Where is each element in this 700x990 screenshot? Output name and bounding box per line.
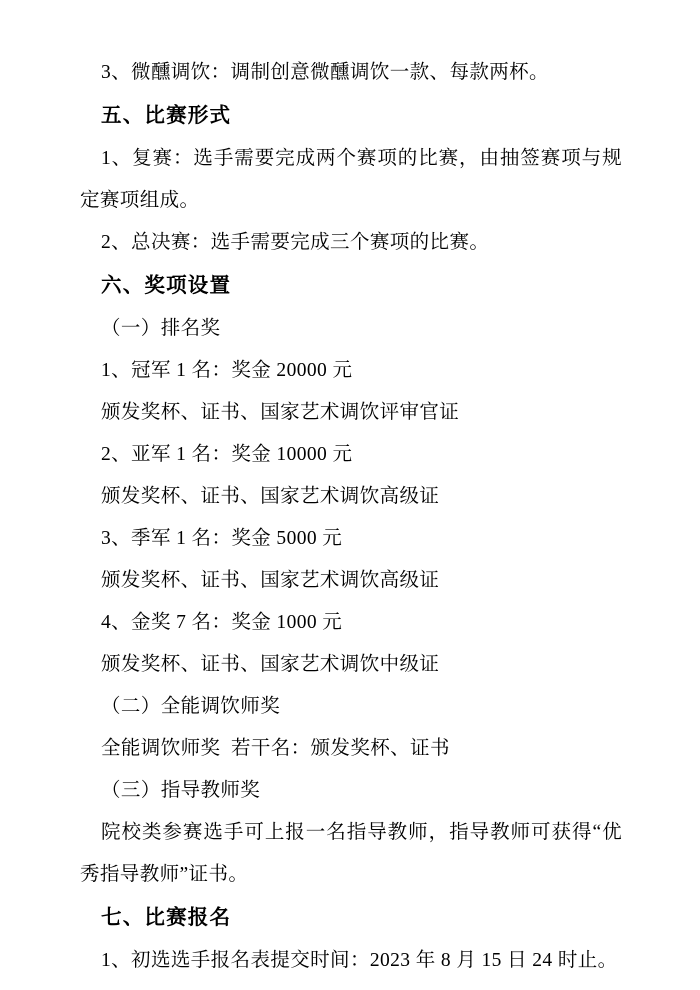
paragraph: 全能调饮师奖 若干名：颁发奖杯、证书	[101, 738, 450, 759]
paragraph: 2、亚军 1 名：奖金 10000 元	[101, 444, 353, 465]
paragraph: 2、总决赛：选手需要完成三个赛项的比赛。	[101, 232, 490, 253]
document-body	[80, 52, 622, 982]
paragraph: 3、微醺调饮：调制创意微醺调饮一款、每款两杯。	[101, 62, 549, 83]
paragraph: 院校类参赛选手可上报一名指导教师，指导教师可获得“优秀指导教师”证书。	[80, 822, 622, 885]
paragraph: 1、复赛：选手需要完成两个赛项的比赛，由抽签赛项与规定赛项组成。	[80, 148, 622, 211]
sub-heading: （一）排名奖	[101, 318, 221, 339]
paragraph: 颁发奖杯、证书、国家艺术调饮中级证	[101, 654, 440, 675]
paragraph: 颁发奖杯、证书、国家艺术调饮高级证	[101, 486, 440, 507]
section-heading: 七、比赛报名	[101, 907, 232, 929]
paragraph: 1、冠军 1 名：奖金 20000 元	[101, 360, 353, 381]
paragraph: 4、金奖 7 名：奖金 1000 元	[101, 612, 343, 633]
sub-heading: （二）全能调饮师奖	[101, 696, 281, 717]
paragraph: 3、季军 1 名：奖金 5000 元	[101, 528, 343, 549]
section-heading: 六、奖项设置	[101, 275, 232, 297]
paragraph: 1、初选选手报名表提交时间：2023 年 8 月 15 日 24 时止。	[101, 950, 618, 971]
paragraph: 颁发奖杯、证书、国家艺术调饮高级证	[101, 570, 440, 591]
section-heading: 五、比赛形式	[101, 105, 232, 127]
sub-heading: （三）指导教师奖	[101, 780, 261, 801]
paragraph: 颁发奖杯、证书、国家艺术调饮评审官证	[101, 402, 460, 423]
